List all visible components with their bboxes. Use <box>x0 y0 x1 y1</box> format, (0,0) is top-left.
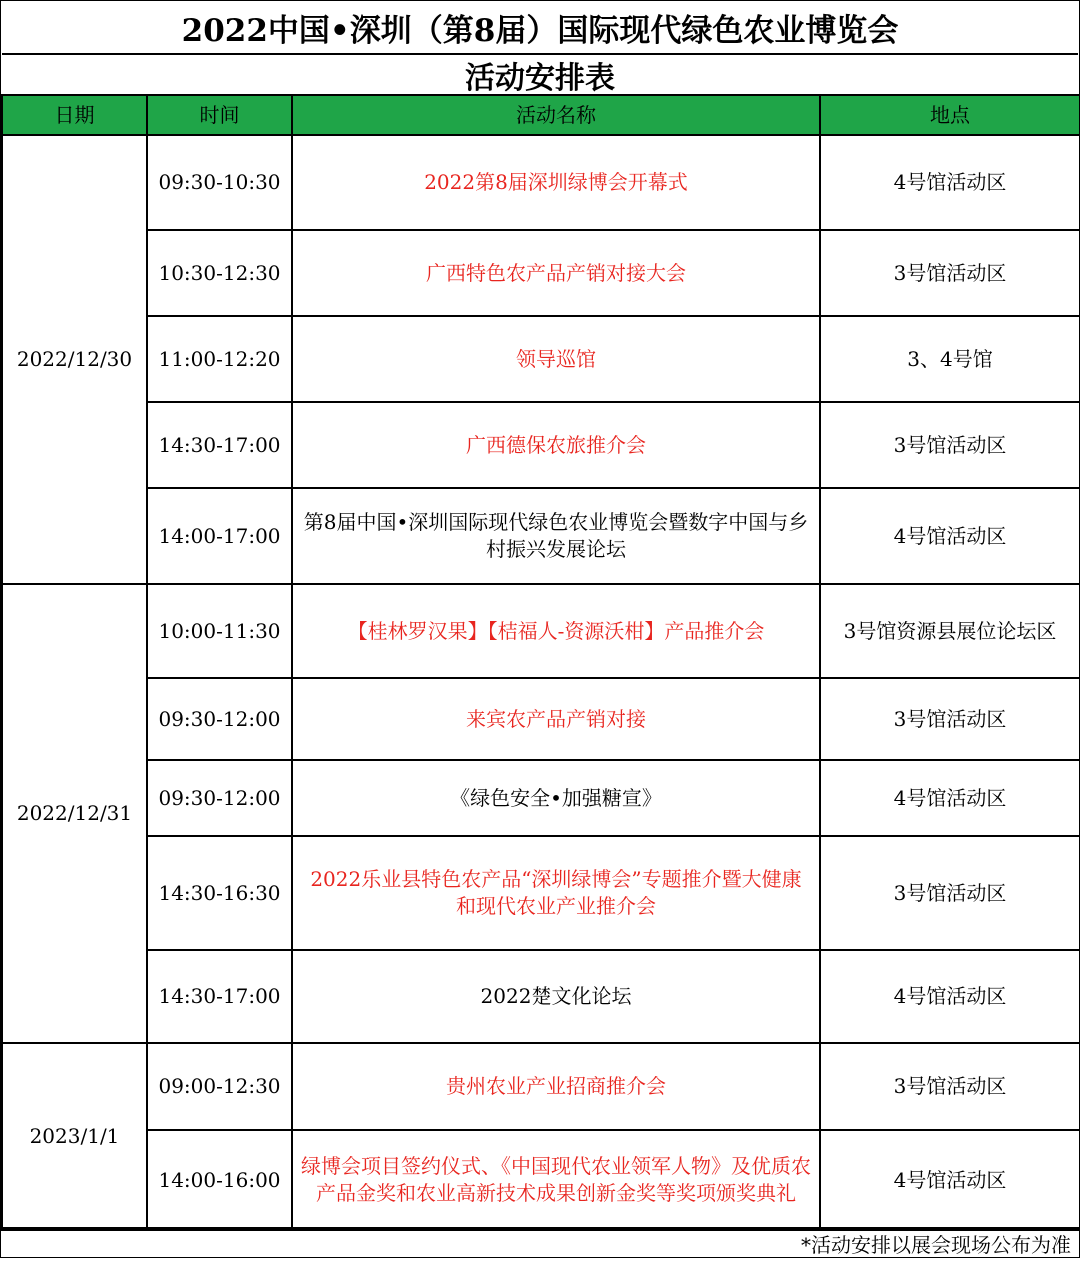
time-cell: 10:00-11:30 <box>147 584 292 678</box>
time-cell: 09:30-12:00 <box>147 678 292 760</box>
date-cell: 2022/12/31 <box>2 584 147 1043</box>
time-cell: 14:30-17:00 <box>147 950 292 1043</box>
time-cell: 10:30-12:30 <box>147 230 292 316</box>
activity-cell: 2022楚文化论坛 <box>292 950 820 1043</box>
table-row <box>2 230 1080 316</box>
table-row <box>2 135 1080 230</box>
time-cell: 14:00-17:00 <box>147 488 292 584</box>
table-row <box>2 488 1080 584</box>
activity-cell: 广西特色农产品产销对接大会 <box>292 230 820 316</box>
location-cell: 4号馆活动区 <box>820 1130 1080 1230</box>
time-cell: 09:00-12:30 <box>147 1043 292 1130</box>
page-title: 2022中国•深圳（第8届）国际现代绿色农业博览会 <box>2 2 1078 55</box>
time-cell: 09:30-10:30 <box>147 135 292 230</box>
activity-cell: 2022第8届深圳绿博会开幕式 <box>292 135 820 230</box>
table-row <box>2 950 1080 1043</box>
table-row <box>2 316 1080 402</box>
table-row <box>2 584 1080 678</box>
location-cell: 4号馆活动区 <box>820 950 1080 1043</box>
footnote: *活动安排以展会现场公布为准 <box>1 1227 1079 1257</box>
activity-cell: 【桂林罗汉果】【桔福人-资源沃柑】产品推介会 <box>292 584 820 678</box>
location-cell: 3号馆资源县展位论坛区 <box>820 584 1080 678</box>
time-cell: 09:30-12:00 <box>147 760 292 836</box>
activity-cell: 第8届中国•深圳国际现代绿色农业博览会暨数字中国与乡村振兴发展论坛 <box>292 488 820 584</box>
page-subtitle: 活动安排表 <box>465 60 615 96</box>
location-cell: 4号馆活动区 <box>820 135 1080 230</box>
location-cell: 3号馆活动区 <box>820 230 1080 316</box>
table-row <box>2 836 1080 950</box>
date-cell: 2022/12/30 <box>2 135 147 584</box>
activity-cell: 贵州农业产业招商推介会 <box>292 1043 820 1130</box>
activity-cell: 广西德保农旅推介会 <box>292 402 820 488</box>
location-cell: 4号馆活动区 <box>820 760 1080 836</box>
table-row <box>2 402 1080 488</box>
table-row <box>2 760 1080 836</box>
activity-cell: 绿博会项目签约仪式、《中国现代农业领军人物》及优质农产品金奖和农业高新技术成果创新金奖等奖项颁奖典礼 <box>292 1130 820 1230</box>
location-cell: 3号馆活动区 <box>820 678 1080 760</box>
date-cell: 2023/1/1 <box>2 1043 147 1230</box>
column-header-activity: 活动名称 <box>292 95 820 135</box>
header-row <box>2 95 1080 135</box>
table-row <box>2 678 1080 760</box>
activity-cell: 《绿色安全•加强糖宣》 <box>292 760 820 836</box>
time-cell: 11:00-12:20 <box>147 316 292 402</box>
time-cell: 14:30-16:30 <box>147 836 292 950</box>
schedule-body <box>2 135 1080 1230</box>
time-cell: 14:00-16:00 <box>147 1130 292 1230</box>
activity-cell: 2022乐业县特色农产品“深圳绿博会”专题推介暨大健康和现代农业产业推介会 <box>292 836 820 950</box>
time-cell: 14:30-17:00 <box>147 402 292 488</box>
location-cell: 3号馆活动区 <box>820 402 1080 488</box>
location-cell: 4号馆活动区 <box>820 488 1080 584</box>
activity-cell: 来宾农产品产销对接 <box>292 678 820 760</box>
table-row <box>2 1043 1080 1130</box>
location-cell: 3号馆活动区 <box>820 1043 1080 1130</box>
schedule-table <box>1 94 1080 1231</box>
location-cell: 3、4号馆 <box>820 316 1080 402</box>
table-row <box>2 1130 1080 1230</box>
activity-cell: 领导巡馆 <box>292 316 820 402</box>
location-cell: 3号馆活动区 <box>820 836 1080 950</box>
column-header-time: 时间 <box>147 95 292 135</box>
column-header-date: 日期 <box>2 95 147 135</box>
column-header-location: 地点 <box>820 95 1080 135</box>
